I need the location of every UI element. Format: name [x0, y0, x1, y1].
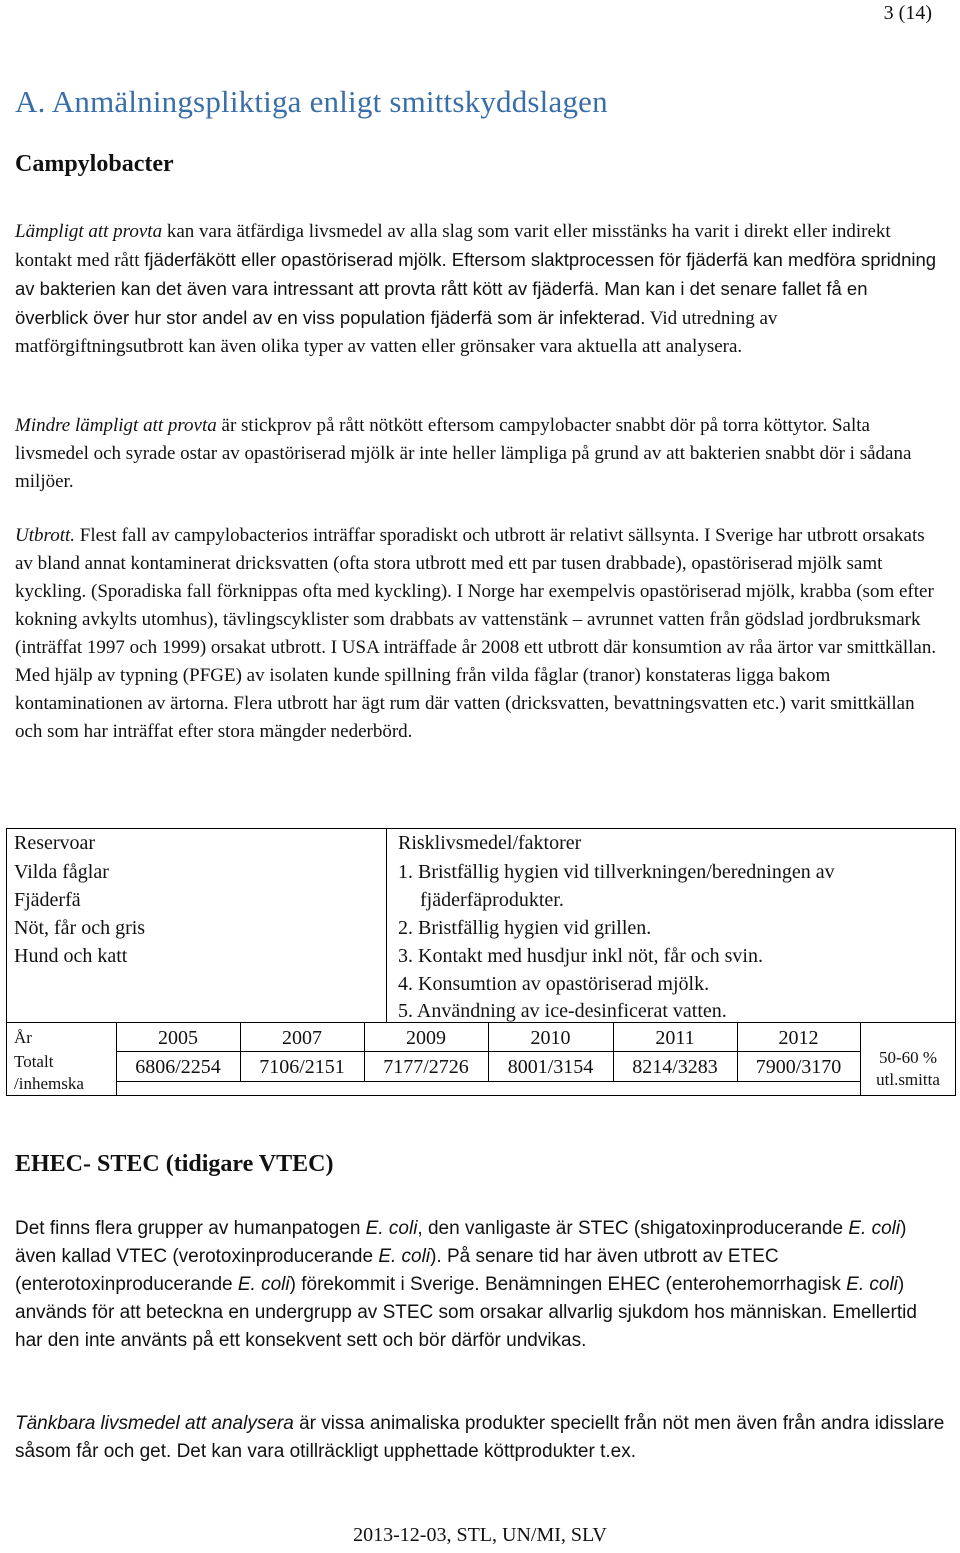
campylobacter-heading: Campylobacter [15, 151, 174, 177]
campylobacter-paragraph-1 [15, 218, 945, 361]
risk-item: 4. Konsumtion av opastöriserad mjölk. [398, 973, 710, 995]
ehec-p2-text: är vissa animaliska produkter speciellt från nöt men även från andra idisslare såsom får och get. Det kan vara otillräckligt upphettade köttprodukter t.ex. [15, 1413, 945, 1462]
reservoir-item: Vilda fåglar [14, 861, 109, 883]
total-label: Totalt [14, 1052, 54, 1071]
campylobacter-paragraph-2 [15, 412, 945, 496]
abroad-percent: 50-60 % [878, 1048, 938, 1067]
count-cell: 8001/3154 [507, 1056, 594, 1078]
p2-text: är stickprov på rått nötkött eftersom campylobacter snabbt dör på torra köttytor. Salta livsmedel och syrade ostar av opastöriserad mjölk är inte heller lämpliga på grund av att bakterien snabbt dör i sådana miljöer. [15, 415, 912, 492]
risk-item: 3. Kontakt med husdjur inkl nöt, får och svin. [398, 945, 763, 967]
risk-item: 2. Bristfällig hygien vid grillen. [398, 917, 652, 939]
ehec-paragraph-1: Det finns flera grupper av humanpatogen E. coli, den vanligaste är STEC (shigatoxinproducerande E. coli) även kallad VTEC (verotoxinproducerande E. coli). På senare tid har även utbrott av ETEC (enterotoxinproducerande E. coli) förekommit i Sverige. Benämningen EHEC (enterohemorrhagisk E. coli) används för att beteckna en undergrupp av STEC som orsakar allvarlig sjukdom hos människan. Emellertid har den inte använts på ett konsekvent sett och bör därför undvikas. [15, 1218, 917, 1351]
possible-foods-lead: Tänkbara livsmedel att analysera [15, 1413, 294, 1434]
campylobacter-paragraph-3 [15, 522, 945, 746]
year-cell: 2005 [158, 1027, 198, 1049]
reservoir-item: Fjäderfä [14, 889, 81, 911]
p3-text: Flest fall av campylobacterios inträffar sporadiskt och utbrott är relativt sällsynta. I Sverige har utbrott orsakats av bland annat kontaminerat dricksvatten (ofta stora utbrott med ett par tusen drabbade), opastöriserad mjölk samt kyckling. (Sporadiska fall förknippas ofta med kyckling). I Norge har exempelvis opastöriserad mjölk, krabba (som efter kokning avkylts utomhus), tävlingscyklister som drabbats av vattenstänk – avrunnet vatten från gödslad jordbruksmark (inträffat 1997 och 1999) orsakat utbrott. I USA inträffade år 2008 ett utbrott där konsumtion av råa ärtor var smittkällan. Med hjälp av typning (PFGE) av isolaten kunde spillning från vilda fåglar (tranor) konstateras ligga bakom kontaminationen av ärtorna. Flera utbrott har ägt rum där vatten (dricksvatten, bevattningsvatten etc.) varit smittkällan och som har inträffat efter stora mängder nederbörd. [15, 525, 937, 742]
ehec-heading: EHEC- STEC (tidigare VTEC) [15, 1151, 334, 1177]
domestic-label: /inhemska [14, 1074, 84, 1093]
reservoir-item: Hund och katt [14, 945, 128, 967]
outbreak-lead: Utbrott. [15, 525, 75, 546]
p1-text-b: fjäderfäkött eller opastöriserad mjölk. Eftersom slaktprocessen för fjäderfä kan medföra spridning av bakterien kan det även vara intressant att provta rått kött av fjäderfä. Man kan i det senare fallet få en överblick över hur stor andel av en viss population fjäderfä som är infekterad. [15, 249, 937, 328]
ehec-paragraph-2 [15, 1410, 945, 1466]
footer: 2013-12-03, STL, UN/MI, SLV [353, 1524, 607, 1546]
abroad-label: utl.smitta [876, 1070, 940, 1089]
risk-item: 1. Bristfällig hygien vid tillverkningen/beredningen av [398, 861, 835, 883]
reservoir-header: Reservoar [14, 832, 96, 854]
suitable-sample-lead: Lämpligt att provta [15, 221, 163, 242]
less-suitable-lead: Mindre lämpligt att provta [15, 415, 217, 436]
count-cell: 7106/2151 [259, 1056, 345, 1078]
year-cell: 2010 [530, 1027, 571, 1049]
p1-text-c: Vid utredning av matförgiftningsutbrott kan även olika typer av vatten eller grönsaker vara aktuella att analysera. [15, 308, 778, 357]
page-number: 3 (14) [883, 2, 932, 24]
p1-text-a: kan vara ätfärdiga livsmedel av alla slag som varit eller misstänks ha varit i direkt eller indirekt kontakt med rått [15, 221, 891, 271]
year-cell: 2009 [406, 1027, 446, 1049]
risk-item-continuation: fjäderfäprodukter. [420, 889, 564, 911]
year-cell: 2011 [655, 1027, 695, 1049]
count-cell: 8214/3283 [632, 1056, 718, 1078]
section-title: A. Anmälningspliktiga enligt smittskyddslagen [15, 84, 608, 119]
year-label: År [14, 1028, 32, 1047]
year-cell: 2012 [778, 1027, 819, 1049]
year-cell: 2007 [282, 1027, 322, 1049]
campylobacter-table [6, 828, 956, 1096]
count-cell: 7177/2726 [383, 1056, 469, 1078]
count-cell: 6806/2254 [135, 1056, 221, 1078]
risk-header: Risklivsmedel/faktorer [398, 832, 582, 854]
reservoir-item: Nöt, får och gris [14, 917, 146, 939]
count-cell: 7900/3170 [755, 1056, 842, 1078]
risk-item: 5. Användning av ice-desinficerat vatten. [398, 1000, 727, 1022]
